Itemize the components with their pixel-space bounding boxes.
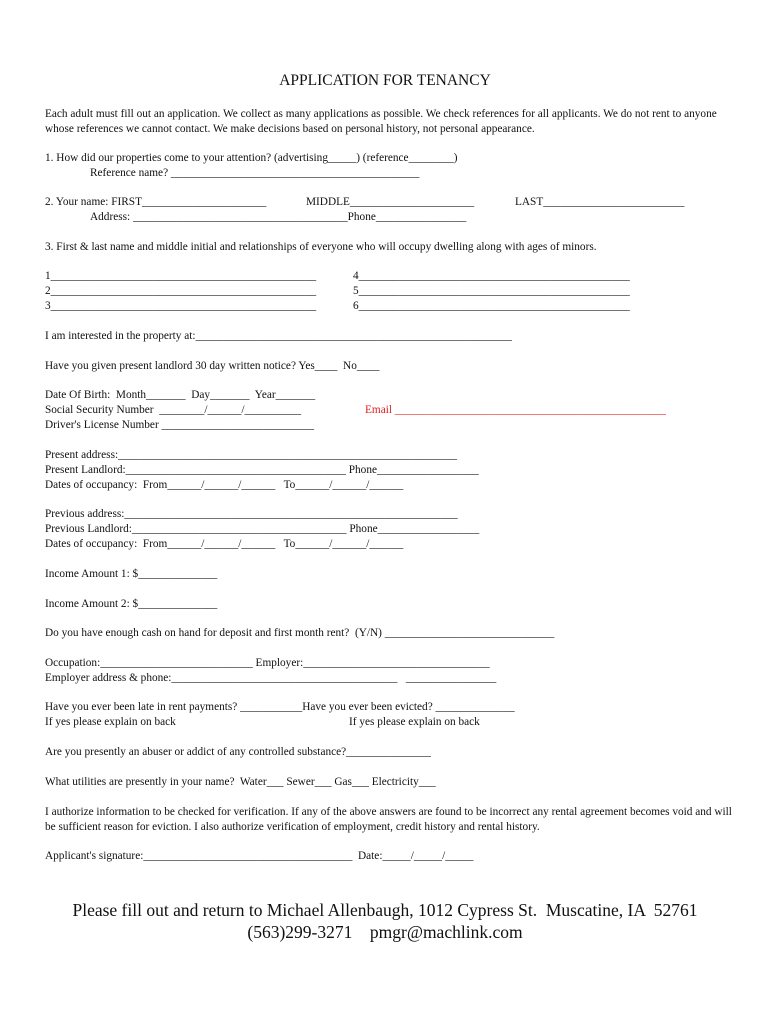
ssn-field[interactable]: Social Security Number ________/______/__________ — [45, 404, 302, 416]
substance-question[interactable]: Are you presently an abuser or addict of any controlled substance?_______________ — [45, 746, 431, 758]
occupant-line-6[interactable]: 6________________________________________________ — [353, 300, 630, 312]
question-3: 3. First & last name and middle initial and relationships of everyone who will occupy dwelling along with ages of minors. — [45, 241, 597, 253]
intro-paragraph: Each adult must fill out an application. We collect as many applications as possible. We check references for all applicants. We do not rent to anyone whose references we cannot contact. We make decisions based on personal history, not personal appearance. — [45, 108, 717, 135]
occupation-employer-field[interactable]: Occupation:___________________________ Employer:_________________________________ — [45, 657, 490, 669]
reference-name-field[interactable]: Reference name? ____________________________________________ — [90, 167, 420, 179]
occupant-line-2[interactable]: 2_______________________________________________ — [45, 285, 317, 297]
authorization-paragraph: I authorize information to be checked for verification. If any of the above answers are found to be incorrect any rental agreement becomes void and will be sufficient reason for eviction. I also authorize verification of employment, credit history and rental history. — [45, 806, 732, 833]
address-phone-field[interactable]: Address: ______________________________________Phone________________ — [90, 211, 467, 223]
signature-date-field[interactable]: Applicant's signature:_____________________________________ Date:_____/_____/_____ — [45, 850, 474, 862]
middle-name-field[interactable]: MIDDLE______________________ — [306, 196, 475, 208]
previous-occupancy-dates[interactable]: Dates of occupancy: From______/______/______ To______/______/______ — [45, 538, 404, 550]
explain-note-left: If yes please explain on back — [45, 716, 176, 728]
income-1-field[interactable]: Income Amount 1: $______________ — [45, 568, 218, 580]
explain-note-right: If yes please explain on back — [349, 716, 480, 728]
email-field[interactable]: Email ________________________________________________ — [365, 404, 666, 416]
question-1: 1. How did our properties come to your attention? (advertising_____) (reference________) — [45, 152, 458, 164]
occupant-line-5[interactable]: 5________________________________________________ — [353, 285, 630, 297]
income-2-field[interactable]: Income Amount 2: $______________ — [45, 598, 218, 610]
present-occupancy-dates[interactable]: Dates of occupancy: From______/______/______ To______/______/______ — [45, 479, 404, 491]
present-landlord-field[interactable]: Present Landlord:_______________________________________ Phone__________________ — [45, 464, 479, 476]
previous-landlord-field[interactable]: Previous Landlord:______________________________________ Phone__________________ — [45, 523, 480, 535]
utilities-field[interactable]: What utilities are presently in your name? Water___ Sewer___ Gas___ Electricity___ — [45, 776, 436, 788]
occupant-line-3[interactable]: 3_______________________________________________ — [45, 300, 317, 312]
first-name-field[interactable]: 2. Your name: FIRST______________________ — [45, 196, 267, 208]
date-of-birth-field[interactable]: Date Of Birth: Month_______ Day_______ Year_______ — [45, 389, 316, 401]
present-address-field[interactable]: Present address:____________________________________________________________ — [45, 449, 458, 461]
notice-question[interactable]: Have you given present landlord 30 day written notice? Yes____ No____ — [45, 360, 380, 372]
previous-address-field[interactable]: Previous address:___________________________________________________________ — [45, 508, 458, 520]
cash-on-hand-field[interactable]: Do you have enough cash on hand for deposit and first month rent? (Y/N) ______________________________ — [45, 627, 555, 639]
drivers-license-field[interactable]: Driver's License Number ___________________________ — [45, 419, 315, 431]
footer-return-address: Please fill out and return to Michael Allenbaugh, 1012 Cypress St. Muscatine, IA 52761 — [72, 900, 698, 920]
last-name-field[interactable]: LAST_________________________ — [515, 196, 685, 208]
employer-address-field[interactable]: Employer address & phone:________________________________________ ________________ — [45, 672, 497, 684]
form-title: APPLICATION FOR TENANCY — [279, 72, 491, 89]
late-evicted-field[interactable]: Have you ever been late in rent payments? ___________Have you ever been evicted? ______________ — [45, 701, 515, 713]
occupant-line-4[interactable]: 4________________________________________________ — [353, 270, 630, 282]
property-interest-field[interactable]: I am interested in the property at:________________________________________________________ — [45, 330, 512, 342]
occupant-line-1[interactable]: 1_______________________________________________ — [45, 270, 317, 282]
footer-contact: (563)299-3271 pmgr@machlink.com — [247, 922, 523, 942]
